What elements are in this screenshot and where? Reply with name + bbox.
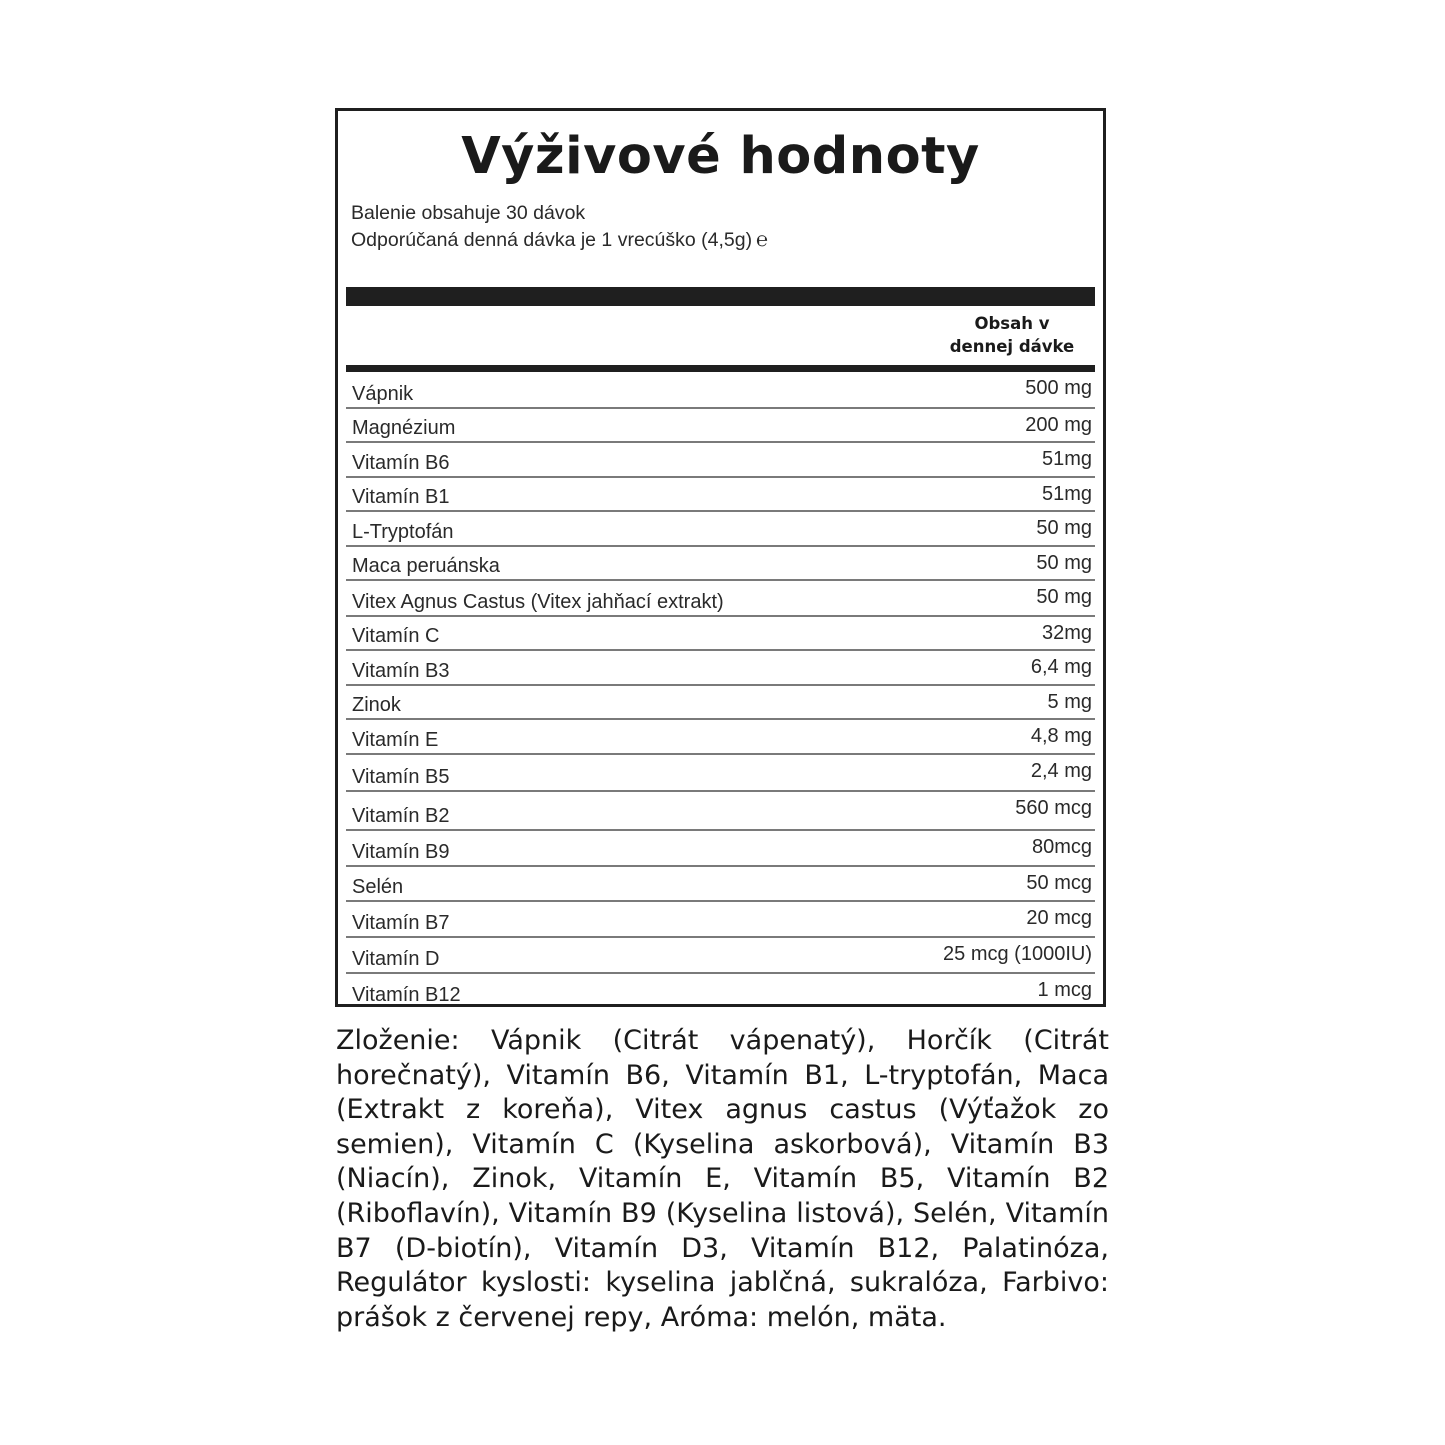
column-header-daily-amount (932, 312, 1092, 358)
nutrient-name: Selén (352, 876, 404, 898)
nutrient-amount: 50 mcg (1026, 872, 1092, 894)
table-row (346, 755, 1095, 792)
table-row (346, 372, 1095, 409)
nutrient-amount: 50 mg (1036, 552, 1092, 574)
table-row (346, 443, 1095, 478)
nutrition-facts-panel (335, 108, 1106, 1007)
thick-divider (346, 287, 1095, 306)
recommended-daily-dose (351, 226, 768, 253)
nutrient-amount: 5 mg (1047, 691, 1092, 713)
nutrient-amount: 25 mcg (1000IU) (943, 943, 1092, 965)
table-row (346, 974, 1095, 1008)
nutrient-name: Vitamín B1 (352, 486, 450, 508)
nutrient-amount: 6,4 mg (1030, 656, 1092, 678)
table-row (346, 792, 1095, 831)
nutrient-amount: 20 mcg (1026, 907, 1092, 929)
page-title: Výživové hodnoty (461, 127, 980, 186)
nutrient-amount: 560 mcg (1015, 797, 1092, 819)
nutrient-amount: 2,4 mg (1030, 760, 1092, 782)
table-row (346, 547, 1095, 581)
nutrient-name: Vitamín B9 (352, 841, 450, 863)
composition-text: Zloženie: Vápnik (Citrát vápenatý), Horčík (Citrát horečnatý), Vitamín B6, Vitamín B1, L-tryptofán, Maca (Extrakt z koreňa), Vitex agnus castus (Výťažok zo semien), Vitamín C (Kyselina askorbová), Vitamín B3 (Niacín), Zinok, Vitamín E, Vitamín B5, Vitamín B2 (Riboflavín), Vitamín B9 (Kyselina listová), Selén, Vitamín B7 (D-biotín), Vitamín D3, Vitamín B12, Palatinóza, Regulátor kyslosti: kyselina jablčná, sukralóza, Farbivo: prášok z červenej repy, Aróma: melón, mäta. (336, 1025, 1109, 1333)
table-row (346, 831, 1095, 867)
nutrient-name: Vitamín B5 (352, 766, 450, 788)
nutrient-amount: 1 mcg (1037, 979, 1092, 1001)
nutrient-name: Vitamín B6 (352, 452, 450, 474)
table-row (346, 720, 1095, 755)
nutrient-amount: 51mg (1041, 483, 1092, 505)
nutrient-name: Vitamín C (352, 625, 440, 647)
nutrient-name: Maca peruánska (352, 555, 500, 577)
nutrient-name: Magnézium (352, 417, 456, 439)
nutrient-amount: 500 mg (1025, 377, 1092, 399)
table-row (346, 686, 1095, 720)
column-header-line-2: dennej dávke (949, 337, 1075, 356)
table-row (346, 651, 1095, 686)
nutrient-name: Vitamín E (352, 729, 439, 751)
nutrient-amount: 50 mg (1036, 586, 1092, 608)
nutrient-amount: 50 mg (1036, 517, 1092, 539)
table-row (346, 867, 1095, 902)
recommended-daily-dose-text: Odporúčaná denná dávka je 1 vrecúško (4,5g) (351, 229, 753, 251)
nutrient-amount: 4,8 mg (1030, 725, 1092, 747)
table-row (346, 478, 1095, 512)
nutrient-name: Zinok (352, 694, 401, 716)
nutrient-amount: 32mg (1041, 622, 1092, 644)
nutrient-amount: 200 mg (1025, 414, 1092, 436)
header-divider (346, 365, 1095, 372)
servings-per-package: Balenie obsahuje 30 dávok (351, 202, 586, 224)
table-row (346, 581, 1095, 617)
table-row (346, 902, 1095, 938)
table-row (346, 512, 1095, 547)
nutrient-name: Vitamín B3 (352, 660, 450, 682)
nutrient-name: Vitamín B12 (352, 984, 461, 1006)
nutrient-name: L-Tryptofán (352, 521, 454, 543)
nutrient-amount: 80mcg (1031, 836, 1092, 858)
nutrient-name: Vitamín D (352, 948, 440, 970)
nutrient-name: Vitamín B7 (352, 912, 450, 934)
nutrient-name: Vápnik (352, 383, 414, 405)
table-row (346, 409, 1095, 443)
nutrient-name: Vitamín B2 (352, 805, 450, 827)
nutrient-amount: 51mg (1041, 448, 1092, 470)
table-row (346, 617, 1095, 651)
table-row (346, 938, 1095, 974)
estimated-sign-icon: ℮ (756, 227, 769, 251)
nutrient-name: Vitex Agnus Castus (Vitex jahňací extrakt) (352, 591, 724, 613)
serving-info (351, 200, 768, 253)
column-header-line-1: Obsah v (974, 314, 1050, 333)
